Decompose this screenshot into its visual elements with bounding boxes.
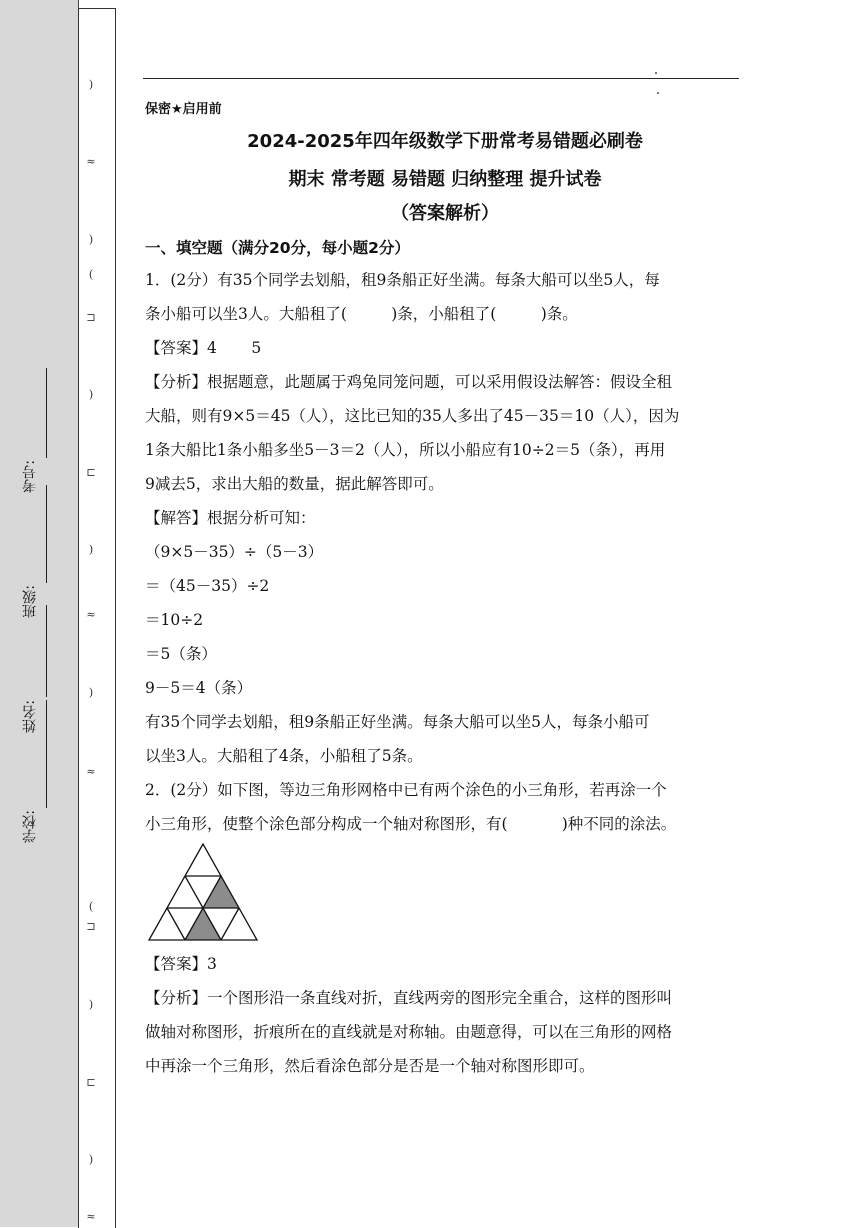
grid-line <box>167 908 185 940</box>
name-label: 姓名: <box>22 700 38 733</box>
section-heading: 一、填空题（满分20分，每小题2分） <box>145 239 410 257</box>
triangle-grid-figure <box>147 843 259 941</box>
cut-mark: ⊏ <box>86 1076 96 1089</box>
student-info-fields <box>20 360 60 880</box>
name-blank[interactable] <box>46 605 47 697</box>
question-1-analysis: 1条大船比1条小船多坐5－3＝2（人），所以小船应有10÷2＝5（条），再用 <box>145 441 666 459</box>
question-2-analysis: 做轴对称图形，折痕所在的直线就是对称轴。由题意得，可以在三角形的网格 <box>145 1023 673 1041</box>
exam-no-blank[interactable] <box>46 368 47 458</box>
cut-mark: ≈ <box>86 608 96 621</box>
scan-speck <box>657 92 659 94</box>
question-2-analysis: 中再涂一个三角形，然后看涂色部分是否是一个轴对称图形即可。 <box>145 1057 595 1075</box>
cut-mark: ) <box>88 998 94 1011</box>
exam-subtitle: 期末 常考题 易错题 归纳整理 提升试卷 <box>288 169 602 190</box>
cut-mark: ⊐ <box>86 311 96 324</box>
question-1-conclusion: 有35个同学去划船，租9条船正好坐满。每条大船可以坐5人，每条小船可 <box>145 713 650 731</box>
cut-mark: ) <box>88 1153 94 1166</box>
solution-step: 9－5＝4（条） <box>145 679 253 697</box>
grid-line <box>221 908 239 940</box>
solution-step: ＝（45－35）÷2 <box>145 577 270 595</box>
scan-speck <box>655 72 657 74</box>
question-1-solution: 【解答】根据分析可知： <box>145 509 316 527</box>
cut-mark: ) <box>88 543 94 556</box>
question-1-analysis: 【分析】根据题意，此题属于鸡兔同笼问题，可以采用假设法解答：假设全租 <box>145 373 673 391</box>
cut-line-marks <box>84 0 104 1227</box>
cut-mark: ) <box>88 78 94 91</box>
cut-mark: ⊐ <box>86 920 96 933</box>
question-2-stem: 小三角形，使整个涂色部分构成一个轴对称图形，有( )种不同的涂法。 <box>145 815 677 833</box>
document-body <box>145 98 745 1083</box>
cut-mark: ( <box>88 900 94 913</box>
binding-strip <box>0 0 79 1227</box>
question-1-analysis: 大船，则有9×5＝45（人），这比已知的35人多出了45－35＝10（人），因为 <box>145 407 680 425</box>
question-2-answer: 【答案】3 <box>145 955 217 973</box>
question-1-stem: 1．(2分）有35个同学去划船，租9条船正好坐满。每条大船可以坐5人，每 <box>145 271 660 289</box>
exam-no-label: 考号: <box>22 460 38 493</box>
answer-key-label: （答案解析） <box>391 203 499 224</box>
cut-mark: ≈ <box>86 765 96 778</box>
cut-mark: ) <box>88 233 94 246</box>
solution-step: （9×5－35）÷（5－3） <box>145 543 324 561</box>
exam-title: 2024-2025年四年级数学下册常考易错题必刷卷 <box>247 131 643 152</box>
question-2-stem: 2．(2分）如下图，等边三角形网格中已有两个涂色的小三角形，若再涂一个 <box>145 781 667 799</box>
confidential-mark: 保密★启用前 <box>145 102 222 117</box>
cut-mark: ) <box>88 686 94 699</box>
solution-step: ＝5（条） <box>145 645 217 663</box>
shaded-triangle <box>185 908 221 940</box>
class-blank[interactable] <box>46 485 47 583</box>
school-label: 学校: <box>22 810 38 843</box>
solution-step: ＝10÷2 <box>145 611 204 629</box>
question-2-analysis: 【分析】一个图形沿一条直线对折，直线两旁的图形完全重合，这样的图形叫 <box>145 989 673 1007</box>
shaded-triangle <box>203 876 239 908</box>
cut-mark: ) <box>88 388 94 401</box>
question-1-stem: 条小船可以坐3人。大船租了( )条，小船租了( )条。 <box>145 305 578 323</box>
question-1-conclusion: 以坐3人。大船租了4条，小船租了5条。 <box>145 747 423 765</box>
cut-mark: ≈ <box>86 155 96 168</box>
question-1-answer: 【答案】4 5 <box>145 339 262 357</box>
question-1-analysis: 9减去5，求出大船的数量，据此解答即可。 <box>145 475 444 493</box>
cut-mark: ( <box>88 268 94 281</box>
cut-mark: ≈ <box>86 1210 96 1223</box>
cut-mark: ⊏ <box>86 466 96 479</box>
class-label: 班级: <box>22 585 38 618</box>
header-rule <box>143 78 739 79</box>
